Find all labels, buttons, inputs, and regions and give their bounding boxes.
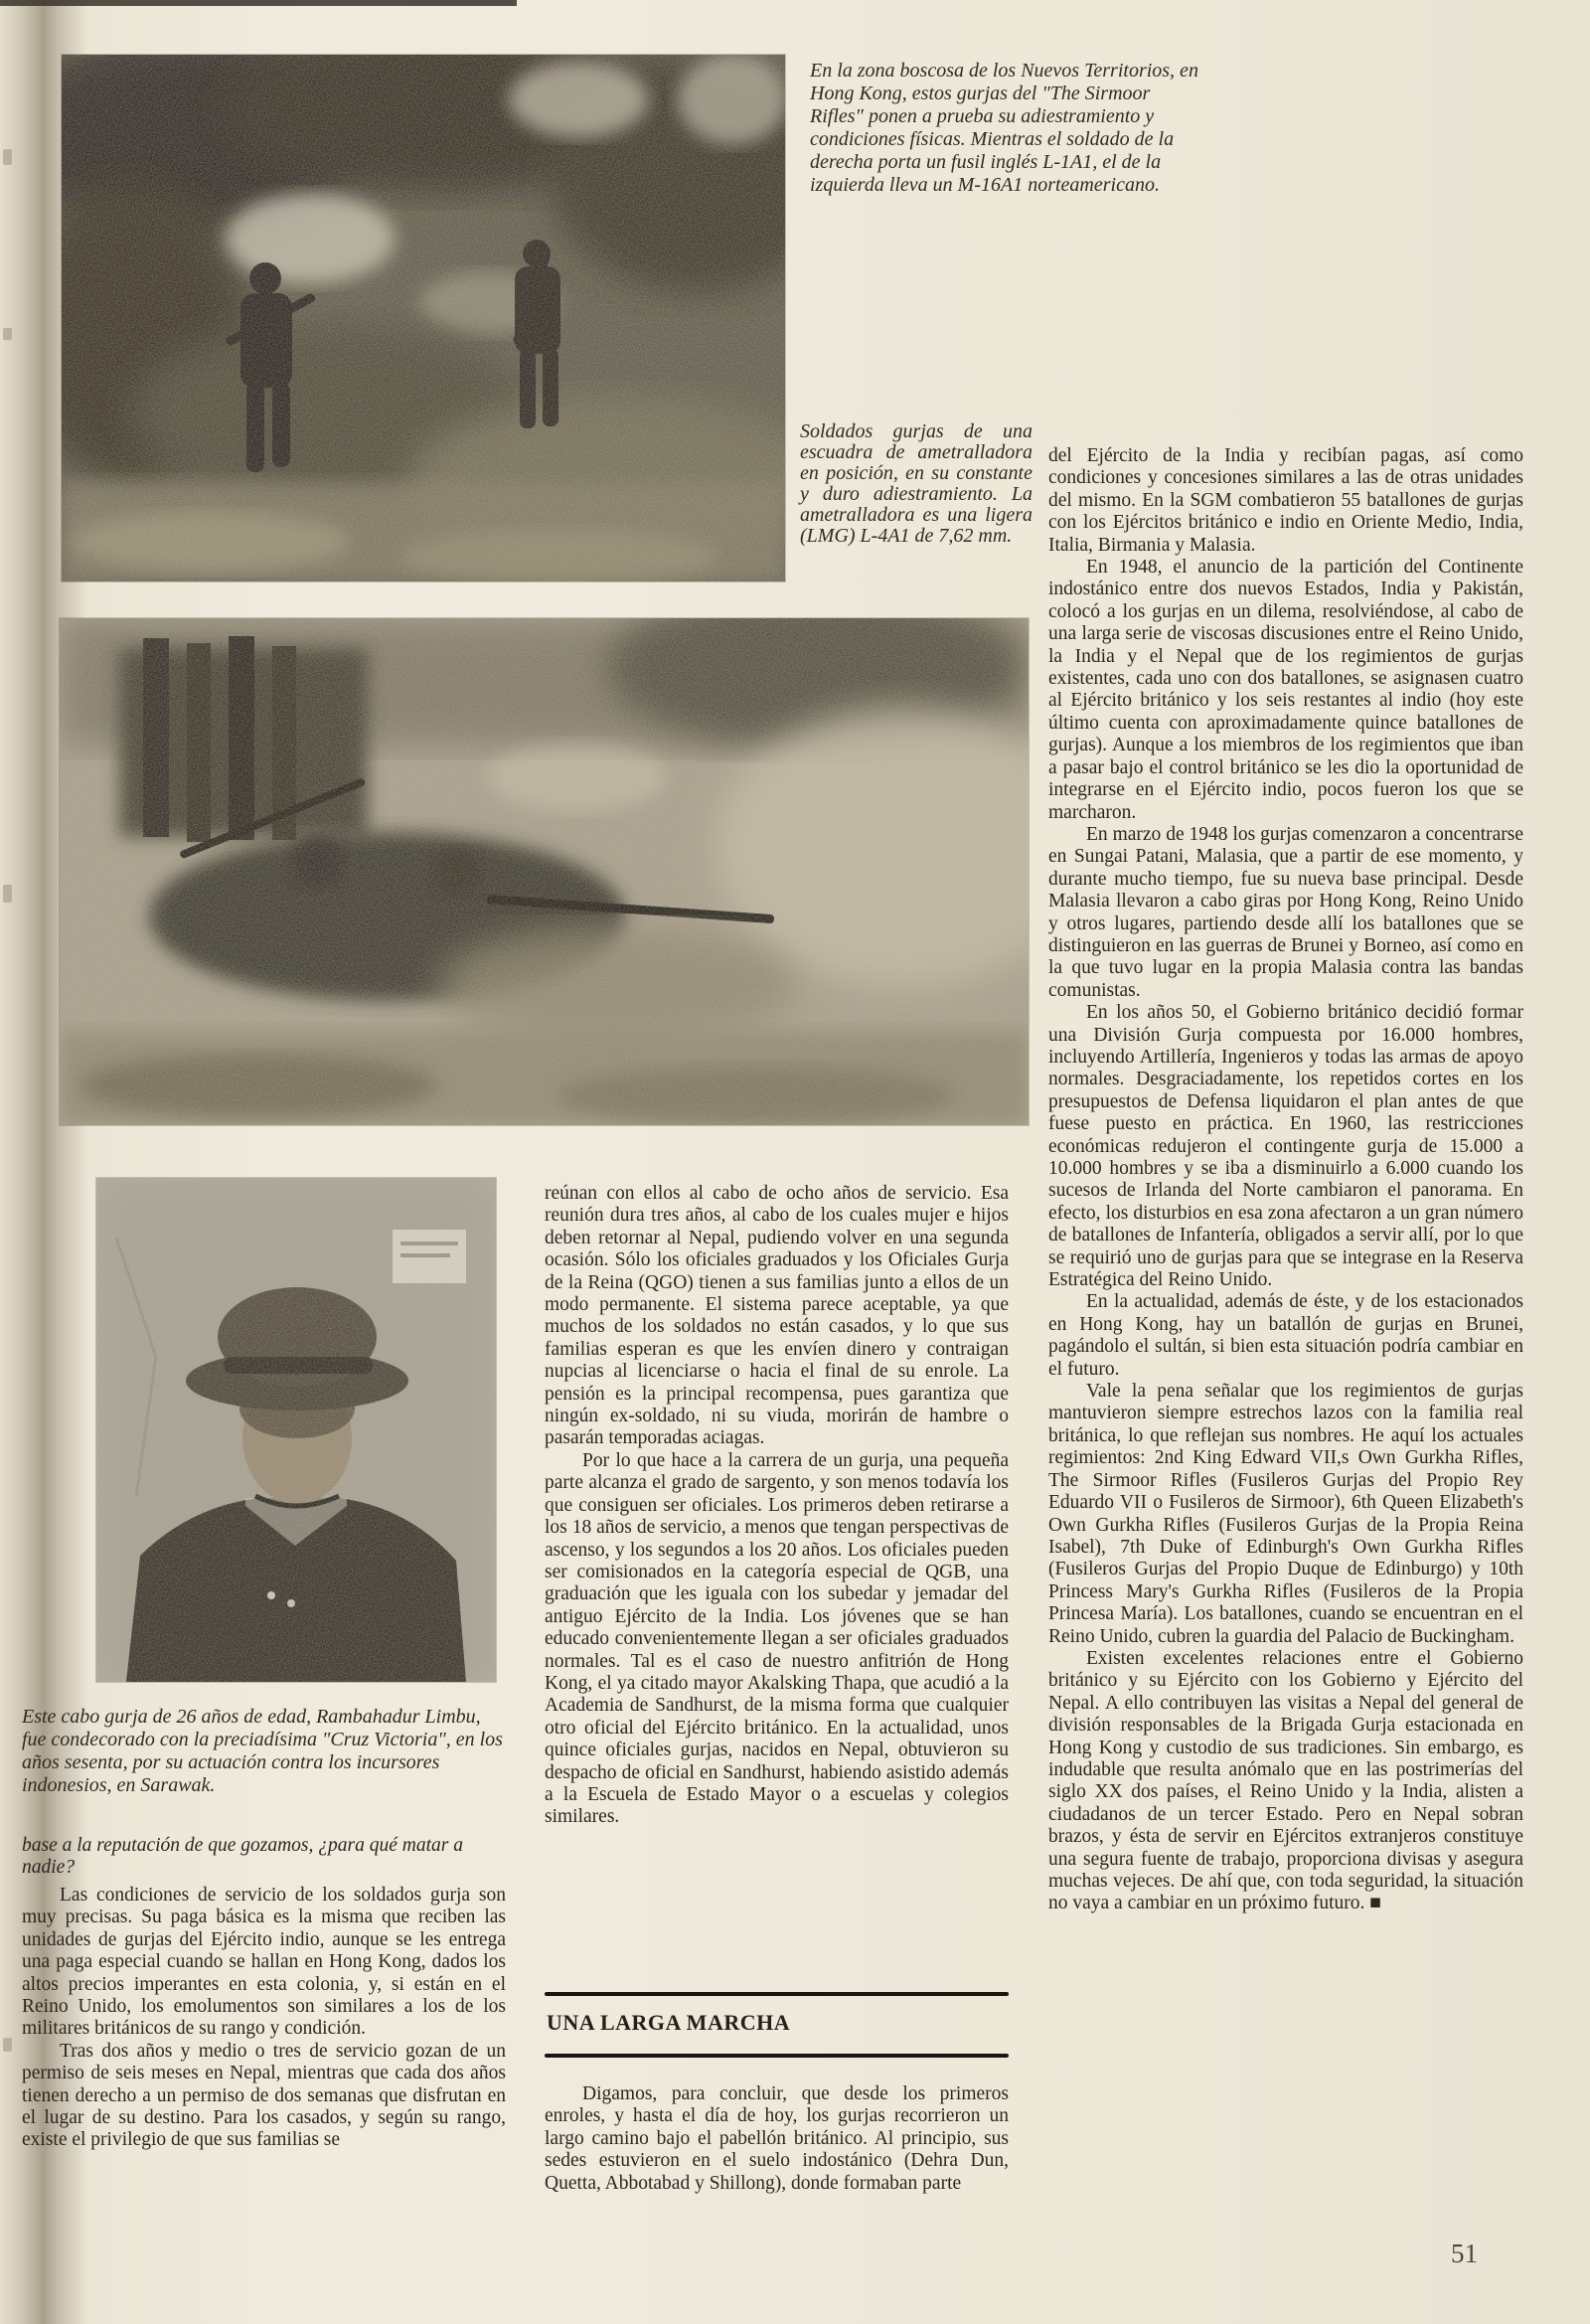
scan-edge-shadow [0, 0, 517, 6]
section-heading: UNA LARGA MARCHA [547, 2010, 791, 2035]
paragraph: Por lo que hace a la carrera de un gurja, una pequeña parte alcanza el grado de sargento, y son menos todavía los que consiguen ser oficiales. Los primeros deben retirarse a los 18 años de servicio, a menos que tengan perspectivas de ascenso, y los segundos a los 20 años. Los oficiales pueden ser comisionados en la categoría especial de QGB, una graduación que les iguala con los subedar y jemadar del antiguo Ejército de la India. Los jóvenes que se han educado convenientemente llegan a ser oficiales graduados normales. Tal es el caso de nuestro anfitrión de Hong Kong, el ya citado mayor Akalsking Thapa, que acudió a la Academia de Sandhurst, de la misma forma que cualquier otro oficial del Ejército británico. En la actualidad, unos quince oficiales gurjas, nacidos en Nepal, obtuvieron su despacho de oficial en Sandhurst, habiendo asistido además a la Escuela de Estado Mayor o a escuelas y colegios similares. [545, 1449, 1009, 1828]
paragraph: reúnan con ellos al cabo de ocho años de servicio. Esa reunión dura tres años, al cabo de los cuales mujer e hijos deben retornar al Nepal, pudiendo volver en una segunda ocasión. Sólo los oficiales graduados y los Oficiales Gurja de la Reina (QGO) tienen a sus familias junto a ellos de un modo permanente. El sistema parece aceptable, ya que muchos de los soldados no están casados, y lo que sus familias esperan es que les envíen dinero y contraigan nupcias al licenciarse o hacia el final de su enrole. La pensión es la principal recompensa, pues garantiza que ningún ex-soldado, ni su viuda, morirán de hambre o pasarán temporadas aciagas. [545, 1183, 1009, 1449]
lmg-squad-position-photo [60, 618, 1029, 1125]
gurkha-patrol-forest-illustration [62, 55, 785, 581]
rambahadur-limbu-portrait-illustration [96, 1178, 496, 1682]
left-column-italic-lead: base a la reputación de que gozamos, ¿para qué matar a nadie? [22, 1835, 463, 1879]
paragraph: En marzo de 1948 los gurjas comenzaron a concentrarse en Sungai Patani, Malasia, que a partir de ese momento, y durante mucho tiempo, fue su nueva base principal. Desde Malasia llevaron a cabo giras por Hong Kong, Reino Unido y otros lugares, partiendo desde allí los batallones que se distinguieron en las guerras de Brunei y Borneo, así como en la que tuvo lugar en la propia Malasia contra las bandas comunistas. [1048, 823, 1523, 1001]
left-edge-bleed-marks [3, 149, 12, 165]
paragraph: Digamos, para concluir, que desde los primeros enroles, y hasta el día de hoy, los gurjas recorrieron un largo camino bajo el pabellón británico. Al principio, sus sedes estuvieron en el suelo indostánico (Dehra Dun, Quetta, Abbotabad y Shillong), donde formaban parte [545, 2083, 1009, 2194]
middle-text-column [545, 1183, 1009, 1984]
rambahadur-limbu-portrait-photo [96, 1178, 496, 1682]
paragraph: Existen excelentes relaciones entre el Gobierno británico y su Ejército con los Gobierno y Ejército del Nepal. A ello contribuyen las visitas a Nepal del general de división responsables de la Brigada Gurja estacionada en Hong Kong y custodio de sus tradiciones. Sin embargo, es indudable que resulta anómalo que en las postrimerías del siglo XX dos países, el Reino Unido y la India, alisten a ciudadanos de un tercer Estado. Pero en Nepal sobran brazos, y ésta de servir en Ejércitos extranjeros constituye una segura fuente de trabajo, proporciona divisas y asegura muchas vejeces. De ahí que, con toda seguridad, la situación no vaya a cambiar en un próximo futuro. ■ [1048, 1647, 1523, 1914]
paragraph: Vale la pena señalar que los regimientos de gurjas mantuvieron siempre estrechos lazos con la familia real británica, lo que reflejan sus nombres. He aquí los actuales regimientos: 2nd King Edward VII,s Own Gurkha Rifles, The Sirmoor Rifles (Fusileros Gurjas del Propio Rey Eduardo VII o Fusileros de Sirmoor), 6th Queen Elizabeth's Own Gurkha Rifles (Fusileros Gurjas de la Propia Reina Isabel), 7th Duke of Edinburgh's Own Gurkha Rifles (Fusileros Gurjas del Propio Duque de Edinburgo) y 10th Princess Mary's Gurkha Rifles (Fusileros de la Propia Princesa María). Los batallones, cuando se encuentran en el Reino Unido, cubren la guardia del Palacio de Buckingham. [1048, 1381, 1523, 1647]
section-rule-bottom [545, 2054, 1009, 2058]
middle-section-column [545, 2083, 1009, 2322]
caption-lmg-squad: Soldados gurjas de una escuadra de ametralladora en posición, en su constante y duro adiestramiento. La ametralladora es una ligera (LMG) L-4A1 de 7,62 mm. [800, 420, 1033, 547]
left-edge-bleed-marks [3, 2038, 12, 2052]
page-number: 51 [1451, 2239, 1478, 2268]
right-text-column [1048, 445, 1523, 2314]
left-edge-bleed-marks [3, 328, 12, 340]
section-rule-top [545, 1992, 1009, 1996]
caption-portrait-limbu: Este cabo gurja de 26 años de edad, Rambahadur Limbu, fue condecorado con la preciadísima "Cruz Victoria", en los años sesenta, por su actuación contra los incursores indonesios, en Sarawak. [22, 1706, 503, 1796]
paragraph: Las condiciones de servicio de los soldados gurja son muy precisas. Su paga básica es la misma que reciben las unidades de gurjas del Ejército indio, aunque se les entrega una paga especial cuando se hallan en Hong Kong, dados los altos precios imperantes en esta colonia, y, si están en el Reino Unido, los emolumentos son similares a los de los militares británicos de su rango y condición. [22, 1885, 506, 2040]
paragraph: En la actualidad, además de éste, y de los estacionados en Hong Kong, hay un batallón de gurjas en Brunei, pagándolo el sultán, si bien esta situación podría cambiar en el futuro. [1048, 1291, 1523, 1380]
left-text-column [22, 1885, 506, 2312]
paragraph: En los años 50, el Gobierno británico decidió formar una División Gurja compuesta por 16.000 hombres, incluyendo Artillería, Ingenieros y todas las armas de apoyo normales. Desgraciadamente, los repetidos cortes en los presupuestos de Defensa liquidaron el plan antes de que fuese puesto en práctica. En 1960, las restricciones económicas redujeron el contingente gurja de 15.000 a 10.000 hombres y se iba a disminuirlo a 6.000 cuando los sucesos de Irlanda del Norte cambiaron el panorama. En efecto, los disturbios en esa zona afectaron a un gran número de batallones de Infantería, obligados a servir allí, por lo que se requirió uno de gurjas para que se integrase en la Reserva Estratégica del Reino Unido. [1048, 1002, 1523, 1291]
left-edge-bleed-marks [3, 885, 12, 903]
caption-hongkong-training: En la zona boscosa de los Nuevos Territorios, en Hong Kong, estos gurjas del "The Sirmoor Rifles" ponen a prueba su adiestramiento y condiciones físicas. Mientras el soldado de la derecha porta un fusil inglés L-1A1, el de la izquierda lleva un M-16A1 norteamericano. [810, 60, 1198, 196]
paragraph: del Ejército de la India y recibían pagas, así como condiciones y concesiones similares a las de otras unidades del mismo. En la SGM combatieron 55 batallones de gurjas con los Ejércitos británico e indio en Oriente Medio, India, Italia, Birmania y Malasia. [1048, 445, 1523, 556]
paragraph: Tras dos años y medio o tres de servicio gozan de un permiso de seis meses en Nepal, mientras que cada dos años tienen derecho a un permiso de dos semanas que disfrutan en el lugar de su destino. Para los casados, y según su rango, existe el privilegio de que sus familias se [22, 2040, 506, 2151]
gurkha-patrol-forest-photo [62, 55, 785, 581]
lmg-squad-position-illustration [60, 618, 1029, 1125]
paragraph: En 1948, el anuncio de la partición del Continente indostánico entre dos nuevos Estados, India y Pakistán, colocó a los gurjas en un dilema, resolviéndose, al cabo de una larga serie de viscosas discusiones entre el Reino Unido, la India y el Nepal que de los regimientos de gurjas existentes, cada uno con dos batallones, se asignasen cuatro al Ejército británico y los seis restantes al indio (hoy este último cuenta con aproximadamente quince batallones de gurjas). Aunque a los miembros de los regimientos que iban a pasar bajo el control británico se les dio la oportunidad de integrarse en el Ejército indio, pocos fueron los que se marcharon. [1048, 557, 1523, 823]
